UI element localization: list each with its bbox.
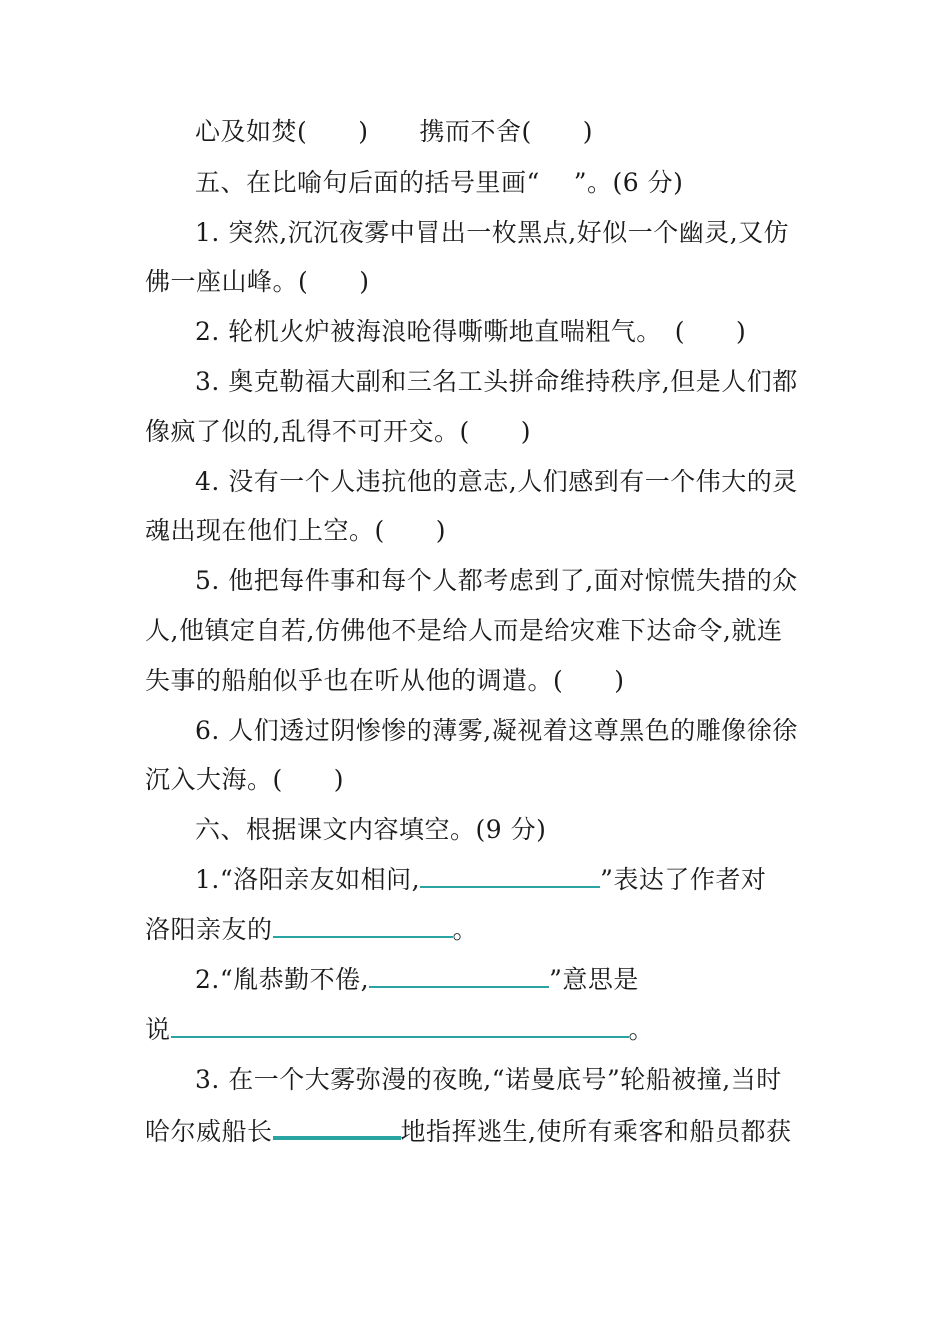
question-1-line-2: 佛一座山峰。( ) xyxy=(145,267,370,296)
fill-2-line-2-prefix: 说 xyxy=(145,1015,171,1044)
fill-3-line-2-suffix: 地指挥逃生,使所有乘客和船员都获 xyxy=(400,1117,792,1146)
fill-2-line-2-suffix: 。 xyxy=(628,1015,655,1044)
fill-3-line-1: 3. 在一个大雾弥漫的夜晚,“诺曼底号”轮船被撞,当时 xyxy=(195,1065,782,1094)
fill-1-blank-1[interactable] xyxy=(420,864,600,888)
fill-1-blank-2[interactable] xyxy=(273,914,453,938)
question-6-line-2: 沉入大海。( ) xyxy=(145,765,345,794)
question-2: 2. 轮机火炉被海浪呛得嘶嘶地直喘粗气。 ( ) xyxy=(195,317,747,346)
question-4-line-2: 魂出现在他们上空。( ) xyxy=(145,516,447,545)
section-6-title: 六、根据课文内容填空。(9 分) xyxy=(195,815,547,844)
question-6-line-1: 6. 人们透过阴惨惨的薄雾,凝视着这尊黑色的雕像徐徐 xyxy=(195,716,798,745)
fill-1-line-2 xyxy=(145,914,478,946)
question-5-line-1: 5. 他把每件事和每个人都考虑到了,面对惊慌失措的众 xyxy=(195,566,798,595)
fill-3-line-2-prefix: 哈尔威船长 xyxy=(145,1117,273,1146)
question-5-line-2: 人,他镇定自若,仿佛他不是给人而是给灾难下达命令,就连 xyxy=(145,616,783,645)
question-3-line-2: 像疯了似的,乱得不可开交。( ) xyxy=(145,417,531,446)
fill-1-prefix: 1.“洛阳亲友如相问, xyxy=(195,865,421,894)
fill-1-suffix: ”表达了作者对 xyxy=(600,865,767,894)
question-5-line-3: 失事的船舶似乎也在听从他的调遣。( ) xyxy=(145,666,625,695)
idiom-line: 心及如焚( ) 携而不舍( ) xyxy=(195,117,594,146)
section-5-title: 五、在比喻句后面的括号里画“ ”。(6 分) xyxy=(195,168,684,197)
fill-2-blank-2[interactable] xyxy=(171,1014,629,1038)
question-3-line-1: 3. 奥克勒福大副和三名工头拼命维持秩序,但是人们都 xyxy=(195,367,798,396)
fill-1-line-2-suffix: 。 xyxy=(452,915,479,944)
fill-1-line-2-prefix: 洛阳亲友的 xyxy=(145,915,273,944)
question-1-line-1: 1. 突然,沉沉夜雾中冒出一枚黑点,好似一个幽灵,又仿 xyxy=(195,218,790,247)
fill-2-line-2 xyxy=(145,1014,654,1046)
fill-2-suffix: ”意思是 xyxy=(549,965,639,994)
fill-3-line-2 xyxy=(145,1114,791,1148)
fill-2-blank-1[interactable] xyxy=(369,964,549,988)
fill-1-line-1 xyxy=(195,864,766,896)
fill-2-line-1 xyxy=(195,964,639,996)
fill-3-blank[interactable] xyxy=(273,1114,401,1140)
fill-2-prefix: 2.“胤恭勤不倦, xyxy=(195,965,370,994)
question-4-line-1: 4. 没有一个人违抗他的意志,人们感到有一个伟大的灵 xyxy=(195,467,798,496)
